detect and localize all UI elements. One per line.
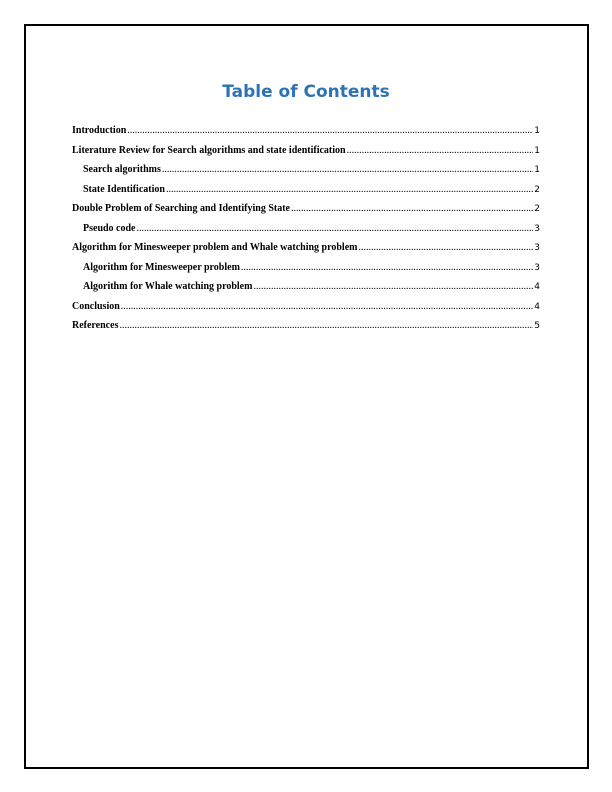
toc-dot-leader — [291, 203, 533, 214]
toc-dot-leader — [121, 301, 533, 312]
toc-page-number: 3 — [534, 262, 540, 273]
toc-entry-state-identification[interactable] — [72, 184, 540, 204]
toc-page-number: 3 — [534, 223, 540, 234]
toc-dot-leader — [162, 164, 533, 175]
toc-page-number: 2 — [534, 204, 540, 214]
toc-dot-leader — [241, 262, 533, 273]
toc-entry-double-problem[interactable] — [72, 203, 540, 223]
toc-entry-label: Conclusion — [72, 300, 120, 312]
toc-entry-algorithm-whale-watching[interactable] — [72, 281, 540, 301]
toc-dot-leader — [358, 242, 533, 253]
toc-page-number: 1 — [534, 165, 540, 175]
toc-entry-search-algorithms[interactable] — [72, 164, 540, 184]
toc-page-number: 5 — [534, 321, 540, 331]
toc-entry-label: References — [72, 320, 119, 331]
toc-page-number: 3 — [534, 243, 540, 253]
toc-entry-label: State Identification — [83, 183, 165, 195]
page-title: Table of Contents — [222, 82, 390, 102]
toc-dot-leader — [119, 320, 533, 331]
toc-entry-label: Pseudo code — [83, 222, 136, 234]
toc-entry-references[interactable] — [72, 320, 540, 340]
toc-entry-label: Double Problem of Searching and Identifying State — [72, 203, 290, 214]
toc-entry-label: Algorithm for Minesweeper problem — [83, 261, 240, 273]
toc-dot-leader — [127, 125, 533, 136]
toc-entry-algorithm-minesweeper[interactable] — [72, 262, 540, 282]
toc-entry-conclusion[interactable] — [72, 301, 540, 321]
toc-page-number: 1 — [534, 145, 540, 156]
toc-dot-leader — [137, 223, 534, 234]
toc-dot-leader — [166, 184, 533, 195]
toc-entry-label: Literature Review for Search algorithms and state identification — [72, 144, 346, 156]
toc-entry-literature-review[interactable] — [72, 145, 540, 165]
toc-page-number: 4 — [534, 301, 540, 312]
toc-list — [72, 125, 540, 340]
toc-entry-label: Search algorithms — [83, 164, 161, 175]
toc-entry-pseudo-code[interactable] — [72, 223, 540, 243]
toc-entry-label: Introduction — [72, 125, 127, 136]
toc-page-number: 1 — [534, 126, 540, 136]
toc-entry-algorithm-minesweeper-whale[interactable] — [72, 242, 540, 262]
toc-page-number: 2 — [534, 184, 540, 195]
toc-dot-leader — [347, 145, 534, 156]
toc-entry-label: Algorithm for Whale watching problem — [83, 281, 253, 292]
toc-page-number: 4 — [534, 282, 540, 292]
toc-dot-leader — [253, 281, 533, 292]
toc-entry-label: Algorithm for Minesweeper problem and Whale watching problem — [72, 242, 358, 253]
toc-entry-introduction[interactable] — [72, 125, 540, 145]
